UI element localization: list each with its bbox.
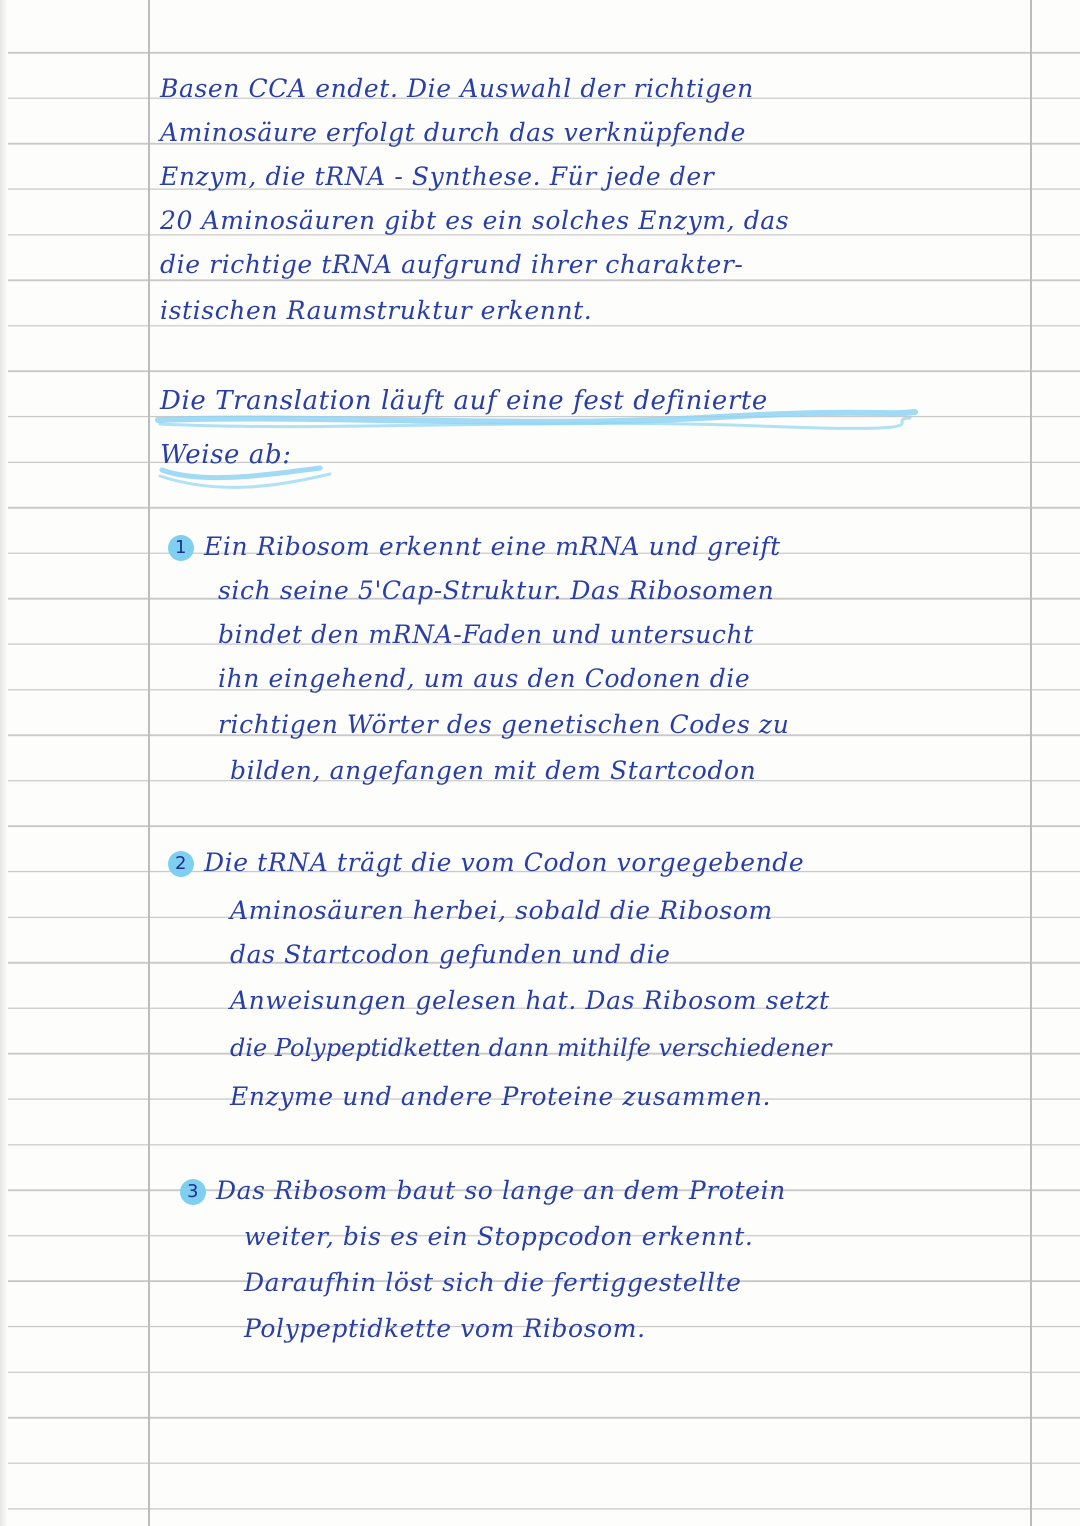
paragraph1-line: Enzym, die tRNA - Synthese. Für jede der [160,162,715,191]
step-3-line: 3 Das Ribosom baut so lange an dem Protein [180,1176,786,1205]
step-1-line: richtigen Wörter des genetischen Codes zu [218,710,790,739]
step-number-badge: 1 [168,535,194,561]
paragraph1-line: 20 Aminosäuren gibt es ein solches Enzym, das [160,206,790,235]
step-2-line: Anweisungen gelesen hat. Das Ribosom setzt [230,986,830,1015]
step-1-line: sich seine 5'Cap-Struktur. Das Ribosomen [218,576,775,605]
step-2-line: das Startcodon gefunden und die [230,940,671,969]
step-1-line: bindet den mRNA-Faden und untersucht [218,620,754,649]
step-2-line: die Polypeptidketten dann mithilfe verschiedener [230,1034,832,1062]
step-number-badge: 2 [168,851,194,877]
paragraph1-line: die richtige tRNA aufgrund ihrer charakter- [160,250,744,279]
paragraph1-line: istischen Raumstruktur erkennt. [160,296,593,325]
step-2-line: Aminosäuren herbei, sobald die Ribosom [230,896,773,925]
step-1-line: ihn eingehend, um aus den Codonen die [218,664,751,693]
paragraph1-line: Basen CCA endet. Die Auswahl der richtigen [160,74,754,103]
heading-line: Die Translation läuft auf eine fest definierte [160,386,768,416]
step-2-line: 2 Die tRNA trägt die vom Codon vorgegebende [168,848,804,877]
step-number-badge: 3 [180,1179,206,1205]
heading-line: Weise ab: [160,440,292,470]
step-1-line: 1 Ein Ribosom erkennt eine mRNA und greift [168,532,781,561]
paragraph1-line: Aminosäure erfolgt durch das verknüpfende [160,118,747,147]
step-3-line: Polypeptidkette vom Ribosom. [244,1314,646,1343]
step-3-line: weiter, bis es ein Stoppcodon erkennt. [244,1222,754,1251]
step-1-line: bilden, angefangen mit dem Startcodon [230,756,757,785]
step-3-line: Daraufhin löst sich die fertiggestellte [244,1268,742,1297]
step-2-line: Enzyme und andere Proteine zusammen. [230,1082,772,1111]
